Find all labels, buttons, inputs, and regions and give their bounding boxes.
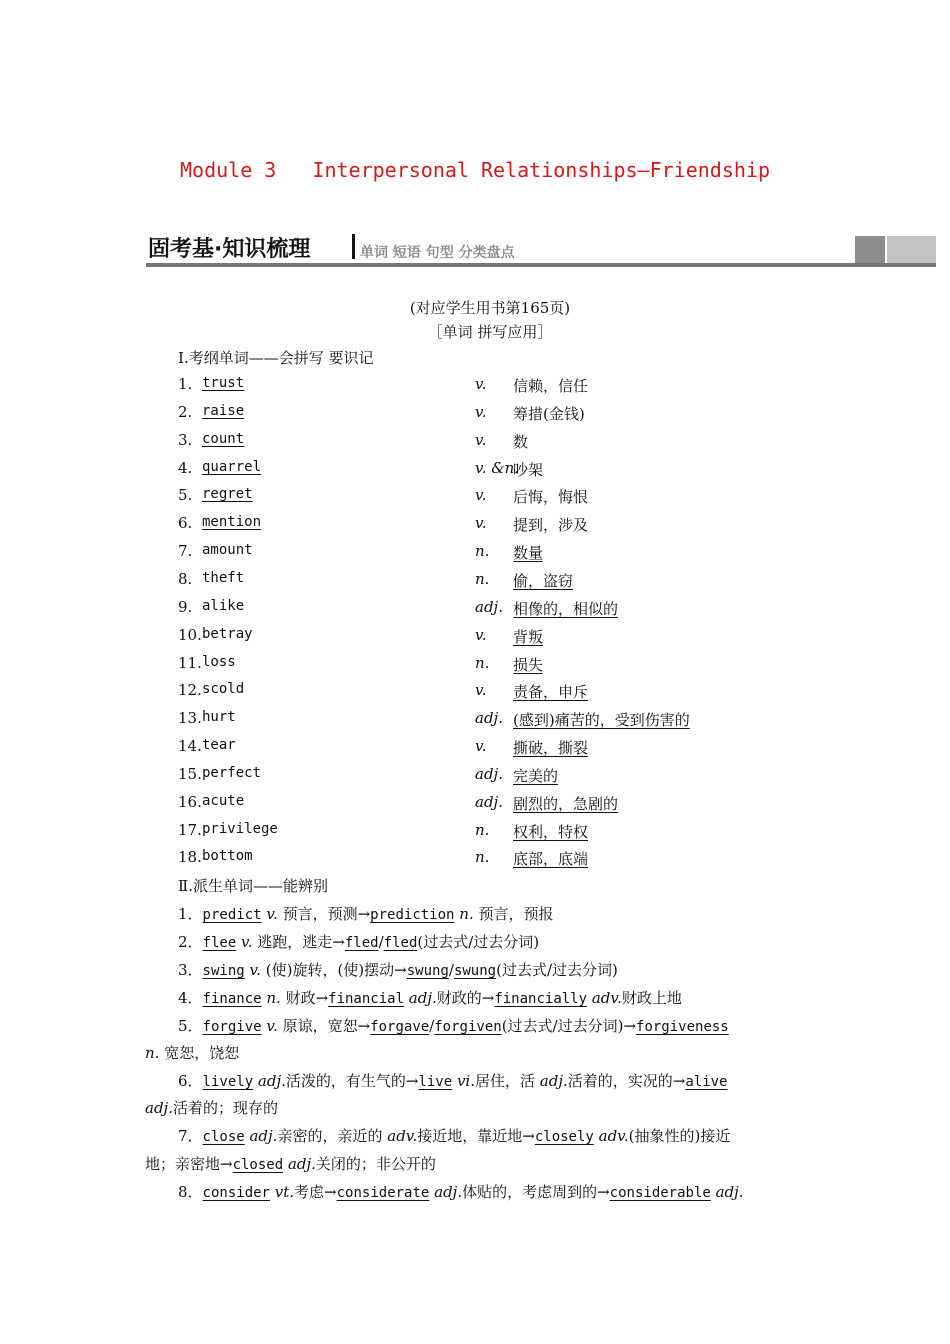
- meaning: 完美的: [513, 767, 559, 785]
- word: swung: [453, 963, 497, 979]
- part-of-speech: vi.: [456, 1072, 475, 1090]
- meaning: 财政→: [285, 989, 329, 1007]
- item-number: 3．: [178, 961, 203, 979]
- word: privilege: [202, 821, 278, 837]
- item-number: 2.: [178, 403, 193, 421]
- meaning: 接近地，靠近地→: [417, 1127, 535, 1145]
- item-number: 15.: [178, 765, 202, 783]
- item-number: 3.: [178, 431, 193, 449]
- part-of-speech: v.: [475, 737, 487, 755]
- word: forgive: [202, 1019, 262, 1035]
- word: swing: [202, 963, 245, 979]
- item-number: 6.: [178, 514, 193, 532]
- word: betray: [202, 626, 253, 642]
- meaning: 原谅，宽恕→: [282, 1017, 371, 1035]
- item-number: 5.: [178, 486, 193, 504]
- meaning: 信赖，信任: [513, 377, 589, 395]
- banner-rule: [146, 263, 936, 267]
- banner-subtitle: 单词 短语 句型 分类盘点: [360, 245, 515, 261]
- meaning: (过去式/过去分词)→: [501, 1017, 637, 1035]
- word: acute: [202, 793, 245, 809]
- derived-item-1: [178, 903, 553, 924]
- separator: /: [429, 1017, 435, 1035]
- part-of-speech: n.: [145, 1044, 160, 1062]
- meaning: 活着的；现存的: [172, 1099, 278, 1117]
- part-of-speech: adv.: [591, 989, 622, 1007]
- derived-item-7-cont: [145, 1153, 436, 1174]
- part-of-speech: adj.: [715, 1183, 744, 1201]
- part-of-speech: v.: [475, 431, 487, 449]
- page-title: Module 3 Interpersonal Relationships—Friendship: [179, 158, 770, 182]
- word: amount: [202, 542, 253, 558]
- part-of-speech: n.: [475, 542, 490, 560]
- item-number: 9.: [178, 598, 193, 616]
- part-of-speech: adj.: [475, 598, 503, 616]
- section-banner: [146, 230, 936, 270]
- word: scold: [202, 681, 245, 697]
- part-of-speech: v.: [241, 933, 253, 951]
- word: forgiveness: [636, 1019, 729, 1035]
- word: swung: [406, 963, 449, 979]
- word: closed: [232, 1157, 284, 1173]
- part-of-speech: v.: [249, 961, 261, 979]
- banner-block-light: [887, 236, 936, 263]
- part-of-speech: adj.: [539, 1072, 568, 1090]
- meaning: (抽象性的)接近: [628, 1127, 731, 1145]
- word: mention: [202, 514, 262, 530]
- meaning: 活泼的，有生气的→: [285, 1072, 419, 1090]
- meaning: (过去式/过去分词): [417, 933, 540, 951]
- item-number: 11.: [178, 654, 202, 672]
- meaning: 地；亲密地→: [145, 1155, 233, 1173]
- derived-item-3: [178, 959, 618, 980]
- item-number: 13.: [178, 709, 202, 727]
- part-of-speech: adj.: [475, 709, 503, 727]
- item-number: 8．: [178, 1183, 203, 1201]
- meaning: 后悔，悔恨: [513, 488, 589, 506]
- word: financial: [328, 991, 404, 1007]
- banner-divider: [352, 234, 355, 259]
- item-number: 7．: [178, 1127, 203, 1145]
- meaning: 关闭的；非公开的: [315, 1155, 436, 1173]
- part-of-speech: n.: [475, 848, 490, 866]
- item-number: 4.: [178, 459, 193, 477]
- part-of-speech: v.: [266, 905, 278, 923]
- meaning: 亲密的，亲近的: [277, 1127, 383, 1145]
- part-of-speech: adv.: [598, 1127, 629, 1145]
- item-number: 10.: [178, 626, 202, 644]
- item-number: 7.: [178, 542, 193, 560]
- page-reference: (对应学生用书第165页): [409, 299, 571, 317]
- word: predict: [202, 907, 262, 923]
- word: close: [202, 1129, 245, 1145]
- meaning: 逃跑，逃走→: [257, 933, 345, 951]
- word: tear: [202, 737, 236, 753]
- meaning: 财政上地: [621, 989, 682, 1007]
- word: lively: [202, 1074, 254, 1090]
- word: perfect: [202, 765, 262, 781]
- meaning: 预言，预测→: [282, 905, 371, 923]
- meaning: 剧烈的，急剧的: [513, 795, 619, 813]
- item-number: 8.: [178, 570, 193, 588]
- section-subtitle: ［单词 拼写应用］: [427, 323, 553, 341]
- part-of-speech: adj.: [257, 1072, 286, 1090]
- word: forgiven: [434, 1019, 502, 1035]
- word: bottom: [202, 848, 253, 864]
- section-heading-2: Ⅱ.派生单词——能辨别: [178, 877, 328, 895]
- derived-item-2: [178, 931, 539, 952]
- item-number: 5．: [178, 1017, 203, 1035]
- meaning: 宽恕，饶恕: [164, 1044, 240, 1062]
- word: closely: [534, 1129, 594, 1145]
- item-number: 18.: [178, 848, 202, 866]
- part-of-speech: adj.: [408, 989, 437, 1007]
- word: fled: [383, 935, 418, 951]
- part-of-speech: n.: [475, 570, 490, 588]
- meaning: 提到，涉及: [513, 516, 589, 534]
- meaning: 吵架: [513, 461, 544, 479]
- item-number: 2．: [178, 933, 203, 951]
- part-of-speech: n.: [475, 654, 490, 672]
- item-number: 6．: [178, 1072, 203, 1090]
- word: quarrel: [202, 459, 262, 475]
- derived-item-8: [178, 1181, 744, 1202]
- meaning: 相像的，相似的: [513, 600, 619, 618]
- part-of-speech: v.: [475, 486, 487, 504]
- part-of-speech: v. &n.: [475, 459, 520, 477]
- item-number: 4．: [178, 989, 203, 1007]
- part-of-speech: n.: [266, 989, 281, 1007]
- item-number: 17.: [178, 821, 202, 839]
- word: considerate: [336, 1185, 430, 1201]
- word: hurt: [202, 709, 236, 725]
- derived-item-4: [178, 987, 682, 1008]
- meaning: 权利，特权: [513, 823, 589, 841]
- meaning: 预言，预报: [478, 905, 554, 923]
- word: alike: [202, 598, 245, 614]
- meaning: (感到)痛苦的，受到伤害的: [513, 711, 690, 729]
- word: financially: [494, 991, 588, 1007]
- word: loss: [202, 654, 236, 670]
- meaning: 筹措(金钱): [513, 405, 585, 423]
- part-of-speech: adj.: [475, 793, 503, 811]
- word: consider: [202, 1185, 270, 1201]
- meaning: 活着的，实况的→: [567, 1072, 686, 1090]
- word: considerable: [609, 1185, 711, 1201]
- meaning: (使)旋转，(使)摆动→: [265, 961, 407, 979]
- meaning: 背叛: [513, 628, 544, 646]
- word: prediction: [370, 907, 455, 923]
- word: live: [418, 1074, 453, 1090]
- word: trust: [202, 375, 245, 391]
- part-of-speech: v.: [475, 626, 487, 644]
- meaning: 撕破，撕裂: [513, 739, 589, 757]
- part-of-speech: adj.: [145, 1099, 173, 1117]
- item-number: 1．: [178, 905, 203, 923]
- item-number: 16.: [178, 793, 202, 811]
- word: theft: [202, 570, 245, 586]
- meaning: 数: [513, 433, 529, 451]
- meaning: 底部，底端: [513, 850, 589, 868]
- word: finance: [202, 991, 262, 1007]
- word: alive: [685, 1074, 728, 1090]
- part-of-speech: adj.: [287, 1155, 316, 1173]
- meaning: 损失: [513, 656, 544, 674]
- item-number: 12.: [178, 681, 202, 699]
- meaning: 财政的→: [436, 989, 495, 1007]
- meaning: 考虑→: [294, 1183, 337, 1201]
- part-of-speech: n.: [475, 821, 490, 839]
- part-of-speech: adv.: [387, 1127, 418, 1145]
- part-of-speech: adj.: [434, 1183, 463, 1201]
- part-of-speech: v.: [475, 375, 487, 393]
- part-of-speech: v.: [475, 514, 487, 532]
- word: raise: [202, 403, 245, 419]
- part-of-speech: n.: [459, 905, 474, 923]
- word: flee: [202, 935, 237, 951]
- item-number: 1.: [178, 375, 193, 393]
- word: regret: [202, 486, 253, 502]
- derived-item-6: [178, 1070, 728, 1091]
- part-of-speech: vt.: [274, 1183, 295, 1201]
- derived-item-6-cont: [145, 1097, 278, 1118]
- derived-item-5: [178, 1015, 729, 1036]
- part-of-speech: adj.: [249, 1127, 278, 1145]
- separator: /: [448, 961, 454, 979]
- separator: /: [378, 933, 384, 951]
- banner-title: 固考基·知识梳理: [148, 237, 311, 262]
- meaning: 偷，盗窃: [513, 572, 574, 590]
- word: count: [202, 431, 245, 447]
- meaning: 体贴的，考虑周到的→: [462, 1183, 610, 1201]
- part-of-speech: v.: [475, 403, 487, 421]
- part-of-speech: adj.: [475, 765, 503, 783]
- word: forgave: [370, 1019, 430, 1035]
- meaning: 数量: [513, 544, 544, 562]
- item-number: 14.: [178, 737, 202, 755]
- banner-block-dark: [855, 236, 885, 263]
- derived-item-5-cont: [145, 1042, 239, 1063]
- part-of-speech: v.: [266, 1017, 278, 1035]
- meaning: 居住，活: [475, 1072, 536, 1090]
- meaning: 责备，申斥: [513, 683, 589, 701]
- section-heading-1: Ⅰ.考纲单词——会拼写 要识记: [178, 349, 374, 367]
- word: fled: [344, 935, 379, 951]
- part-of-speech: v.: [475, 681, 487, 699]
- meaning: (过去式/过去分词): [496, 961, 618, 979]
- derived-item-7: [178, 1125, 730, 1146]
